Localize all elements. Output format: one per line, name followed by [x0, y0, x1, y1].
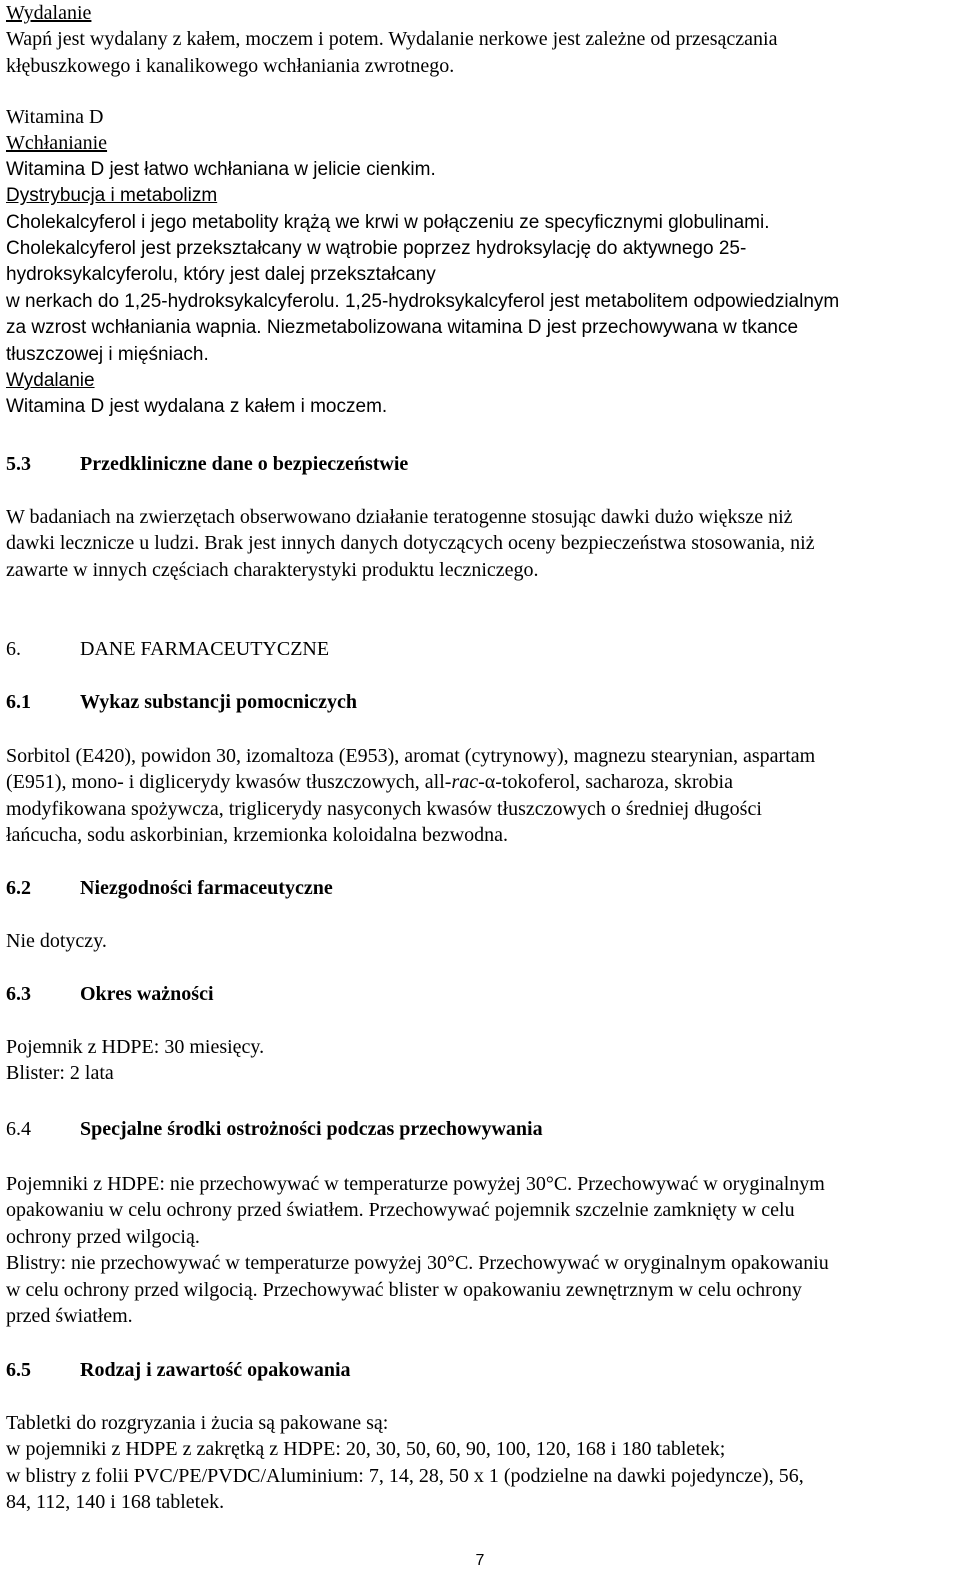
packaging-line-1: Tabletki do rozgryzania i żucia są pakowane są: [6, 1412, 389, 1434]
section-5-3-number: 5.3 [6, 453, 31, 475]
section-6-1-number: 6.1 [6, 691, 31, 713]
section-6-4-heading [6, 1116, 543, 1142]
vitamin-d-excretion-text: Witamina D jest wydalana z kałem i moczem. [6, 396, 388, 418]
excipients-line-4: łańcucha, sodu askorbinian, krzemionka koloidalna bezwodna. [6, 824, 509, 847]
section-6-2-heading [6, 875, 333, 901]
page-number: 7 [475, 1552, 485, 1569]
vitamin-d-absorption-heading: Wchłanianie [6, 132, 108, 155]
section-6-4-body [6, 1171, 829, 1329]
section-5-3-body [6, 504, 815, 583]
calcium-excretion-section [6, 0, 777, 79]
section-6-1-title: Wykaz substancji pomocniczych [80, 691, 358, 713]
section-6-5-number: 6.5 [6, 1359, 31, 1381]
calcium-excretion-line-1: Wapń jest wydalany z kałem, moczem i potem. Wydalanie nerkowe jest zależne od przesączania [6, 28, 778, 51]
packaging-line-3: w blistry z folii PVC/PE/PVDC/Aluminium: 7, 14, 28, 50 x 1 (podzielne na dawki pojedyncze), 56, [6, 1464, 804, 1487]
shelf-life-container: Pojemnik z HDPE: 30 miesięcy. [6, 1036, 265, 1058]
excipients-rac-italic: rac [451, 771, 479, 794]
section-6-4-title: Specjalne środki ostrożności podczas przechowywania [80, 1118, 543, 1140]
vitamin-d-distribution-heading: Dystrybucja i metabolizm [6, 185, 218, 207]
section-6-5-body [6, 1410, 804, 1516]
section-6-title: DANE FARMACEUTYCZNE [80, 638, 330, 660]
section-6-3 [6, 981, 214, 1007]
shelf-life-blister: Blister: 2 lata [6, 1062, 114, 1085]
vitamin-d-absorption-text: Witamina D jest łatwo wchłaniana w jelicie cienkim. [6, 158, 436, 180]
section-6-3-number: 6.3 [6, 983, 31, 1005]
section-5-3-line-2: dawki lecznicze u ludzi. Brak jest innych danych dotyczących oceny bezpieczeństwa stosowania, niż [6, 532, 815, 555]
packaging-line-2: w pojemniki z HDPE z zakrętką z HDPE: 20, 30, 50, 60, 90, 100, 120, 168 i 180 tabletek; [6, 1438, 726, 1461]
storage-line-5: w celu ochrony przed wilgocią. Przechowywać blister w opakowaniu zewnętrznym w celu ochrony [6, 1278, 802, 1301]
vitamin-d-distribution-line-6: tłuszczowej i mięśniach. [6, 343, 209, 365]
section-6-3-heading [6, 981, 214, 1007]
section-6-5 [6, 1357, 351, 1383]
section-6-1 [6, 689, 357, 715]
section-5-3-title: Przedkliniczne dane o bezpieczeństwie [80, 453, 409, 475]
vitamin-d-title: Witamina D [6, 106, 104, 128]
section-6-1-body [6, 743, 815, 849]
section-6-heading [6, 636, 329, 662]
storage-line-6: przed światłem. [6, 1305, 133, 1328]
section-6-2-number: 6.2 [6, 877, 31, 899]
section-6-1-heading [6, 689, 357, 715]
section-6-4-number: 6.4 [6, 1118, 31, 1140]
storage-line-1: Pojemniki z HDPE: nie przechowywać w temperaturze powyżej 30°C. Przechowywać w oryginalnym [6, 1173, 825, 1195]
section-5-3-line-3: zawarte w innych częściach charakterystyki produktu leczniczego. [6, 558, 539, 581]
section-5-3-line-1: W badaniach na zwierzętach obserwowano działanie teratogenne stosując dawki dużo większe niż [6, 506, 793, 528]
vitamin-d-excretion-heading: Wydalanie [6, 370, 95, 392]
section-6-5-heading [6, 1357, 351, 1383]
section-6-2-body [6, 928, 107, 954]
vitamin-d-distribution-line-4: w nerkach do 1,25-hydroksykalcyferolu. 1,25-hydroksykalcyferol jest metabolitem odpowiedzialnym [6, 290, 840, 312]
excipients-line-3: modyfikowana spożywcza, triglicerydy nasyconych kwasów tłuszczowych o średniej długości [6, 797, 762, 820]
section-6-2 [6, 875, 333, 901]
packaging-line-4: 84, 112, 140 i 168 tabletek. [6, 1491, 225, 1514]
excipients-line-1: Sorbitol (E420), powidon 30, izomaltoza (E953), aromat (cytrynowy), magnezu stearynian, aspartam [6, 745, 816, 767]
calcium-excretion-heading: Wydalanie [6, 2, 92, 24]
vitamin-d-distribution-line-5: za wzrost wchłaniania wapnia. Niezmetabolizowana witamina D jest przechowywana w tkance [6, 317, 799, 339]
section-6-3-body [6, 1034, 264, 1087]
vitamin-d-section [6, 104, 839, 421]
excipients-line-2 [6, 769, 815, 795]
vitamin-d-distribution-line-3: hydroksykalcyferolu, który jest dalej przekształcany [6, 264, 436, 286]
section-6-2-text: Nie dotyczy. [6, 930, 107, 952]
section-6 [6, 636, 329, 662]
section-5-3-heading [6, 451, 408, 477]
section-6-3-title: Okres ważności [80, 983, 214, 1005]
section-6-4 [6, 1116, 543, 1142]
section-6-5-title: Rodzaj i zawartość opakowania [80, 1359, 351, 1381]
storage-line-2: opakowaniu w celu ochrony przed światłem. Przechowywać pojemnik szczelnie zamknięty w celu [6, 1199, 795, 1222]
section-6-2-title: Niezgodności farmaceutyczne [80, 877, 333, 899]
section-6-number: 6. [6, 638, 21, 660]
vitamin-d-distribution-line-1: Cholekalcyferol i jego metabolity krążą we krwi w połączeniu ze specyficznymi globulinami. [6, 211, 770, 233]
vitamin-d-distribution-line-2: Cholekalcyferol jest przekształcany w wątrobie poprzez hydroksylację do aktywnego 25- [6, 238, 747, 260]
calcium-excretion-line-2: kłębuszkowego i kanalikowego wchłaniania zwrotnego. [6, 54, 455, 77]
storage-line-4: Blistry: nie przechowywać w temperaturze powyżej 30°C. Przechowywać w oryginalnym opakowaniu [6, 1252, 829, 1275]
excipients-line-2-part-a: (E951), mono- i diglicerydy kwasów tłuszczowych, all- [6, 771, 452, 794]
section-5-3 [6, 451, 408, 477]
excipients-line-2-part-c: -α-tokoferol, sacharoza, skrobia [478, 771, 733, 794]
storage-line-3: ochrony przed wilgocią. [6, 1225, 200, 1248]
